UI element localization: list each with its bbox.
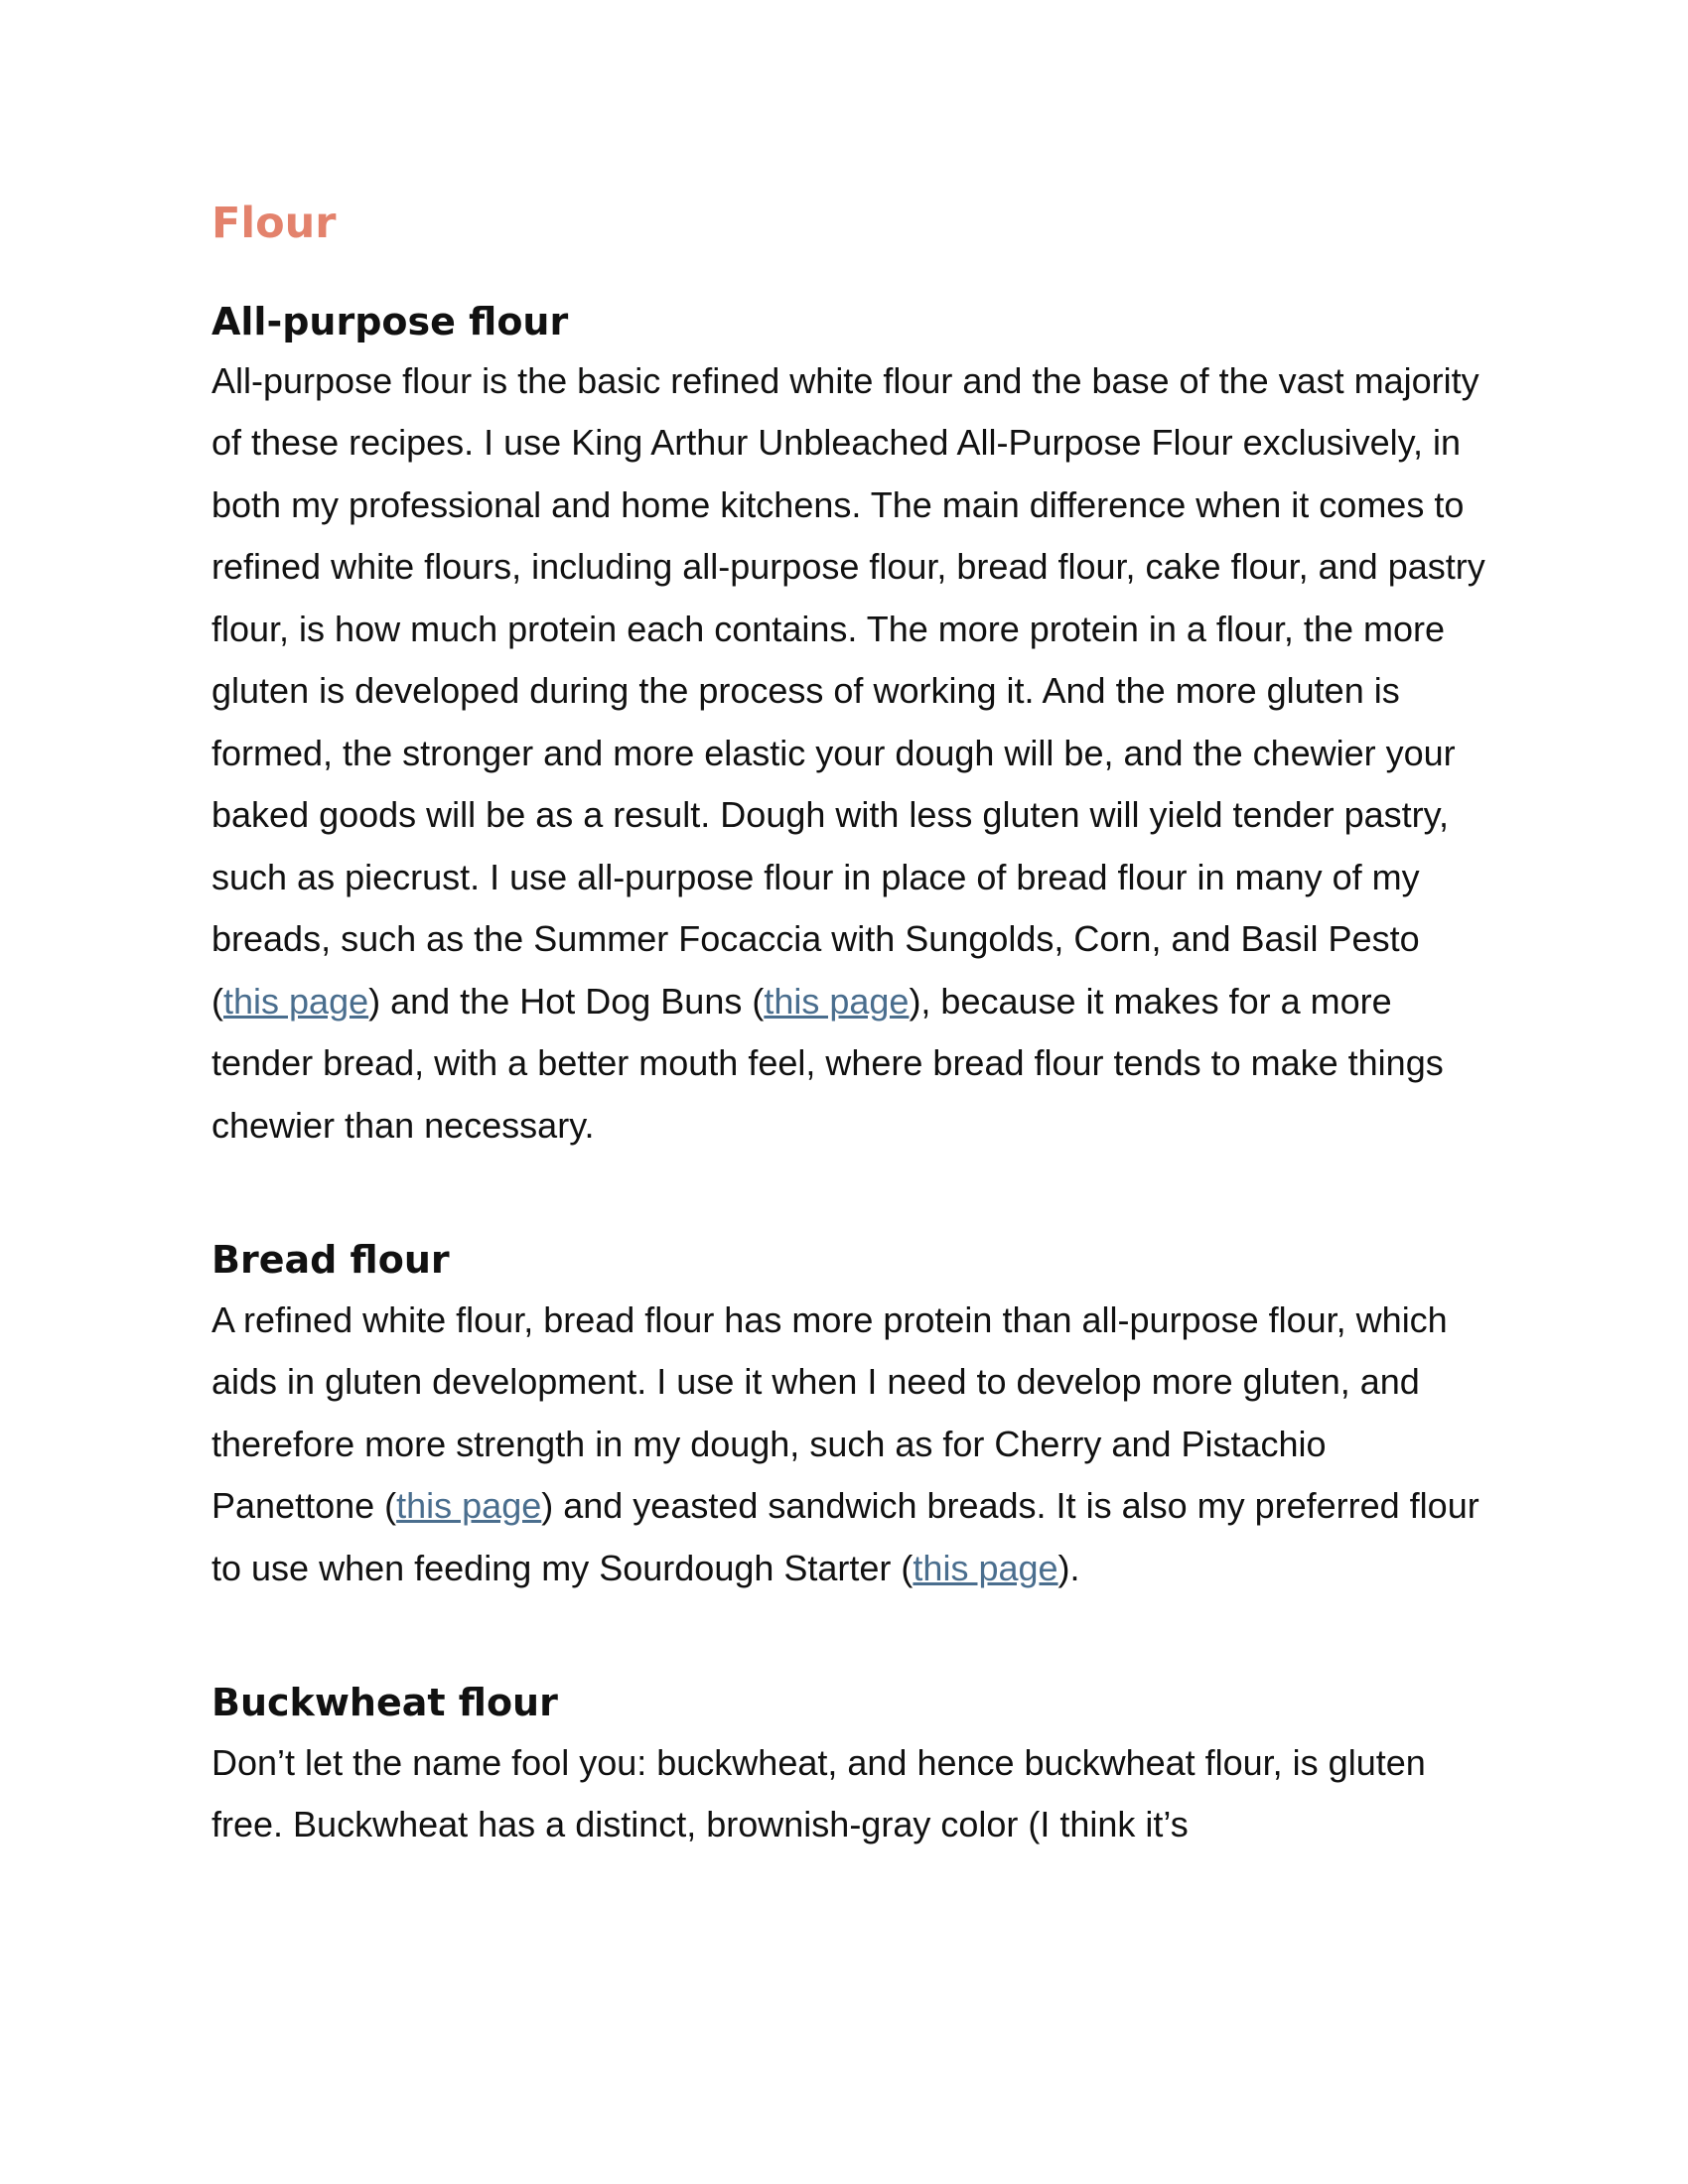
this-page-link-panettone[interactable]: this page [396, 1485, 542, 1527]
body-text: ). [1057, 1547, 1080, 1588]
section-heading: Buckwheat flour [211, 1681, 558, 1725]
body-text: All-purpose flour is the basic refined white flour and the base of the vast majority of these recipes. I use King Arthur Unbleached All-Purpose Flour exclusively, in both my professional and home kitchens. The main difference when it comes to refined white flours, including all-purpose flour, bread flour, cake flour, and pastry flour, is how much protein each contains. The more protein in a flour, the more gluten is developed during the process of working it. And the more gluten is formed, the stronger and more elastic your dough will be, and the chewier your baked goods will be as a result. Dough with less gluten will yield tender pastry, such as piecrust. I use all-purpose flour in place of bread flour in many of my breads, such as the Summer Focaccia with Sungolds, Corn, and Basil Pesto ( [211, 359, 1485, 1022]
section-body [211, 1290, 1492, 1600]
body-text: A refined white flour, bread flour has more protein than all-purpose flour, which aids in gluten development. I use it when I need to develop more gluten, and therefore more strength in my dough, such as for Cherry and Pistachio Panettone ( [211, 1298, 1448, 1527]
body-text: Don’t let the name fool you: buckwheat, and hence buckwheat flour, is gluten free. Buckwheat has a distinct, brownish-gray color (I think it’s [211, 1741, 1426, 1845]
section-bread-flour [211, 1236, 1492, 1599]
section-heading: All-purpose flour [211, 299, 569, 343]
body-text: ), because it makes for a more tender bread, with a better mouth feel, where bread flour tends to make things chewier than necessary. [211, 980, 1444, 1146]
section-buckwheat-flour [211, 1679, 1492, 1855]
chapter-title: Flour [211, 199, 337, 248]
body-text: ) and the Hot Dog Buns ( [368, 980, 765, 1022]
this-page-link-hot-dog-buns[interactable]: this page [764, 980, 910, 1022]
this-page-link-sourdough-starter[interactable]: this page [913, 1547, 1058, 1588]
book-page [211, 199, 1492, 1936]
section-body [211, 1732, 1492, 1856]
section-all-purpose-flour [211, 298, 1492, 1158]
section-heading: Bread flour [211, 1238, 450, 1283]
this-page-link-focaccia[interactable]: this page [223, 980, 369, 1022]
section-body [211, 350, 1492, 1158]
body-text: ) and yeasted sandwich breads. It is also my preferred flour to use when feeding my Sourdough Starter ( [211, 1485, 1479, 1588]
